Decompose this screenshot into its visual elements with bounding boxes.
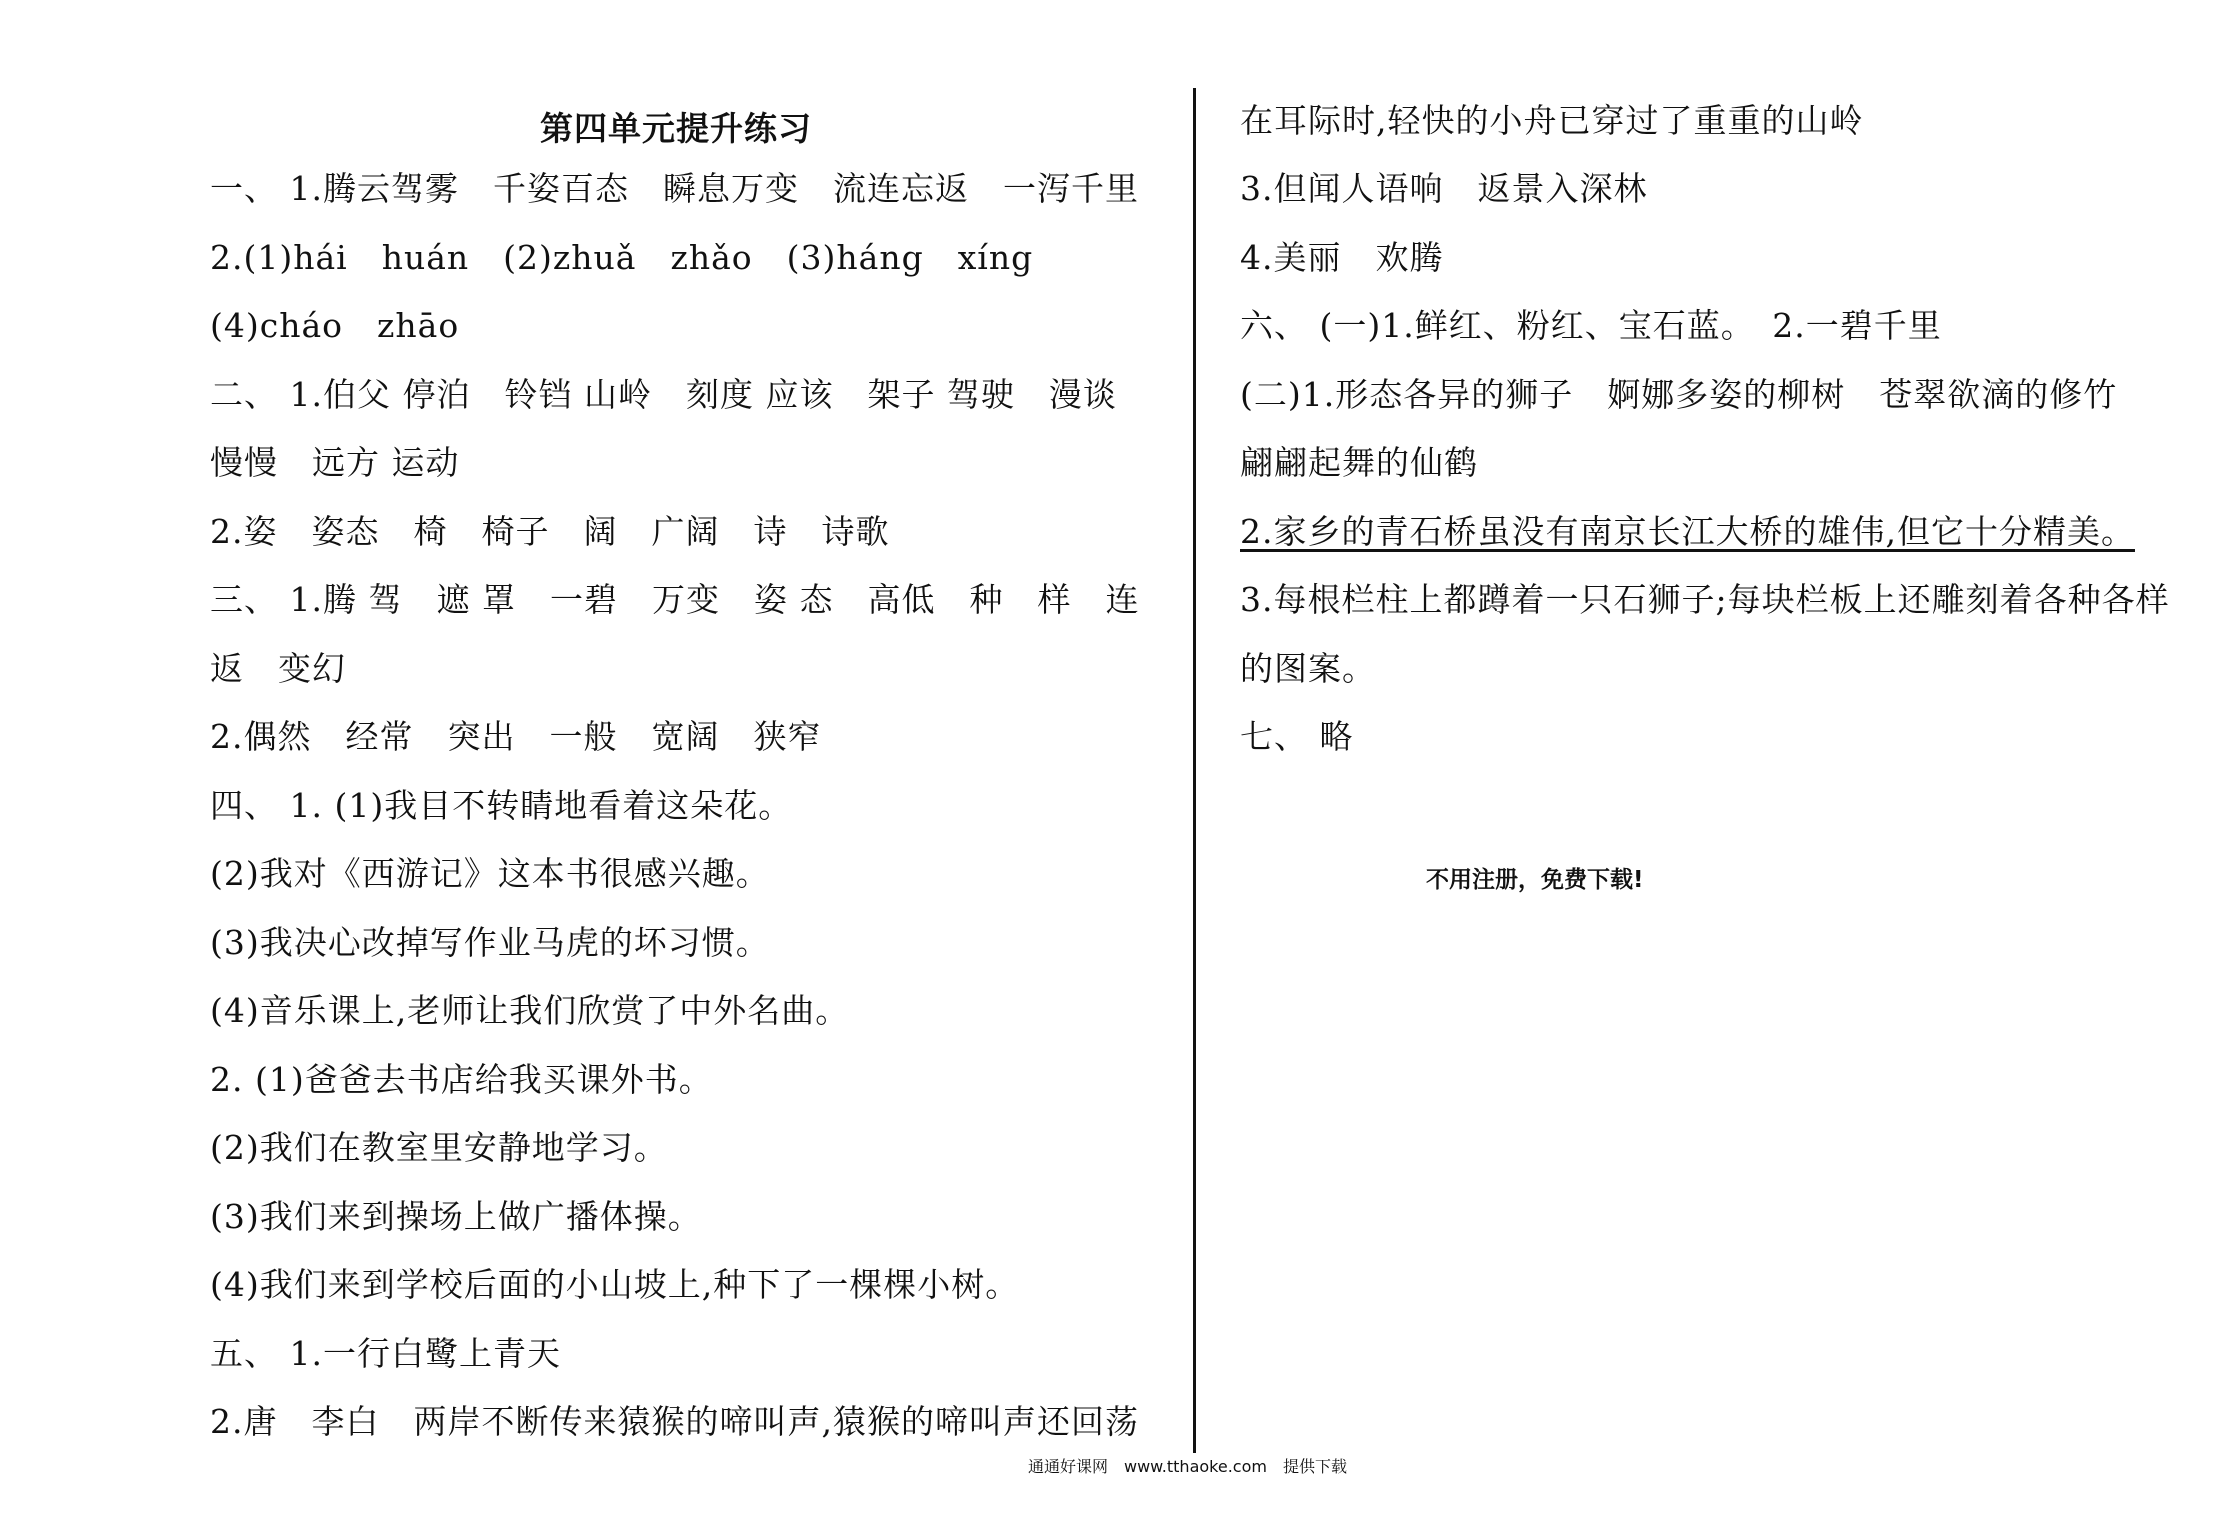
answer-line: 2.偶然 经常 突出 一般 宽阔 狭窄 [210, 717, 822, 756]
answer-line: (二)1.形态各异的狮子 婀娜多姿的柳树 苍翠欲滴的修竹 [1240, 375, 2118, 414]
answer-line: (2)我对《西游记》这本书很感兴趣。 [210, 854, 770, 893]
answer-line: 一、 1.腾云驾雾 千姿百态 瞬息万变 流连忘返 一泻千里 [210, 169, 1139, 208]
answer-line: 五、 1.一行白鹭上青天 [210, 1334, 561, 1373]
answer-line: 慢慢 远方 运动 [210, 443, 460, 482]
answer-line: 2.姿 姿态 椅 椅子 阔 广阔 诗 诗歌 [210, 512, 890, 551]
answer-line: 六、 (一)1.鲜红、粉红、宝石蓝。 2.一碧千里 [1240, 306, 1942, 345]
column-divider [1193, 88, 1196, 1453]
answer-line: (2)我们在教室里安静地学习。 [210, 1128, 668, 1167]
answer-line: 2.(1)hái huán (2)zhuǎ zhǎo (3)háng xíng [210, 238, 1034, 277]
answer-line: 二、 1.伯父 停泊 铃铛 山岭 刻度 应该 架子 驾驶 漫谈 [210, 375, 1117, 414]
page-title: 第四单元提升练习 [540, 109, 812, 148]
answer-line-underlined: 2.家乡的青石桥虽没有南京长江大桥的雄伟,但它十分精美。 [1240, 512, 2135, 551]
answer-line: (4)cháo zhāo [210, 306, 460, 345]
download-note: 不用注册，免费下载! [1426, 867, 1644, 893]
answer-line: (3)我决心改掉写作业马虎的坏习惯。 [210, 923, 770, 962]
answer-line: 3.每根栏柱上都蹲着一只石狮子;每块栏板上还雕刻着各种各样 [1240, 580, 2170, 619]
answer-line: 四、 1. (1)我目不转睛地看着这朵花。 [210, 786, 793, 825]
answer-line: 的图案。 [1240, 649, 1376, 688]
answer-line: (3)我们来到操场上做广播体操。 [210, 1197, 702, 1236]
answer-line: 2. (1)爸爸去书店给我买课外书。 [210, 1060, 713, 1099]
answer-line: 4.美丽 欢腾 [1240, 238, 1444, 277]
footer-credit: 通通好课网 www.tthaoke.com 提供下载 [1028, 1457, 1347, 1476]
answer-line: 翩翩起舞的仙鹤 [1240, 443, 1478, 482]
answer-line: 七、 略 [1240, 717, 1354, 756]
answer-line: 三、 1.腾 驾 遮 罩 一碧 万变 姿 态 高低 种 样 连 [210, 580, 1140, 619]
answer-line: 在耳际时,轻快的小舟已穿过了重重的山岭 [1240, 101, 1864, 140]
answer-line: 2.唐 李白 两岸不断传来猿猴的啼叫声,猿猴的啼叫声还回荡 [210, 1402, 1139, 1441]
answer-line: 3.但闻人语响 返景入深林 [1240, 169, 1648, 208]
answer-line: 返 变幻 [210, 649, 346, 688]
answer-line: (4)音乐课上,老师让我们欣赏了中外名曲。 [210, 991, 850, 1030]
answer-line: (4)我们来到学校后面的小山坡上,种下了一棵棵小树。 [210, 1265, 1020, 1304]
